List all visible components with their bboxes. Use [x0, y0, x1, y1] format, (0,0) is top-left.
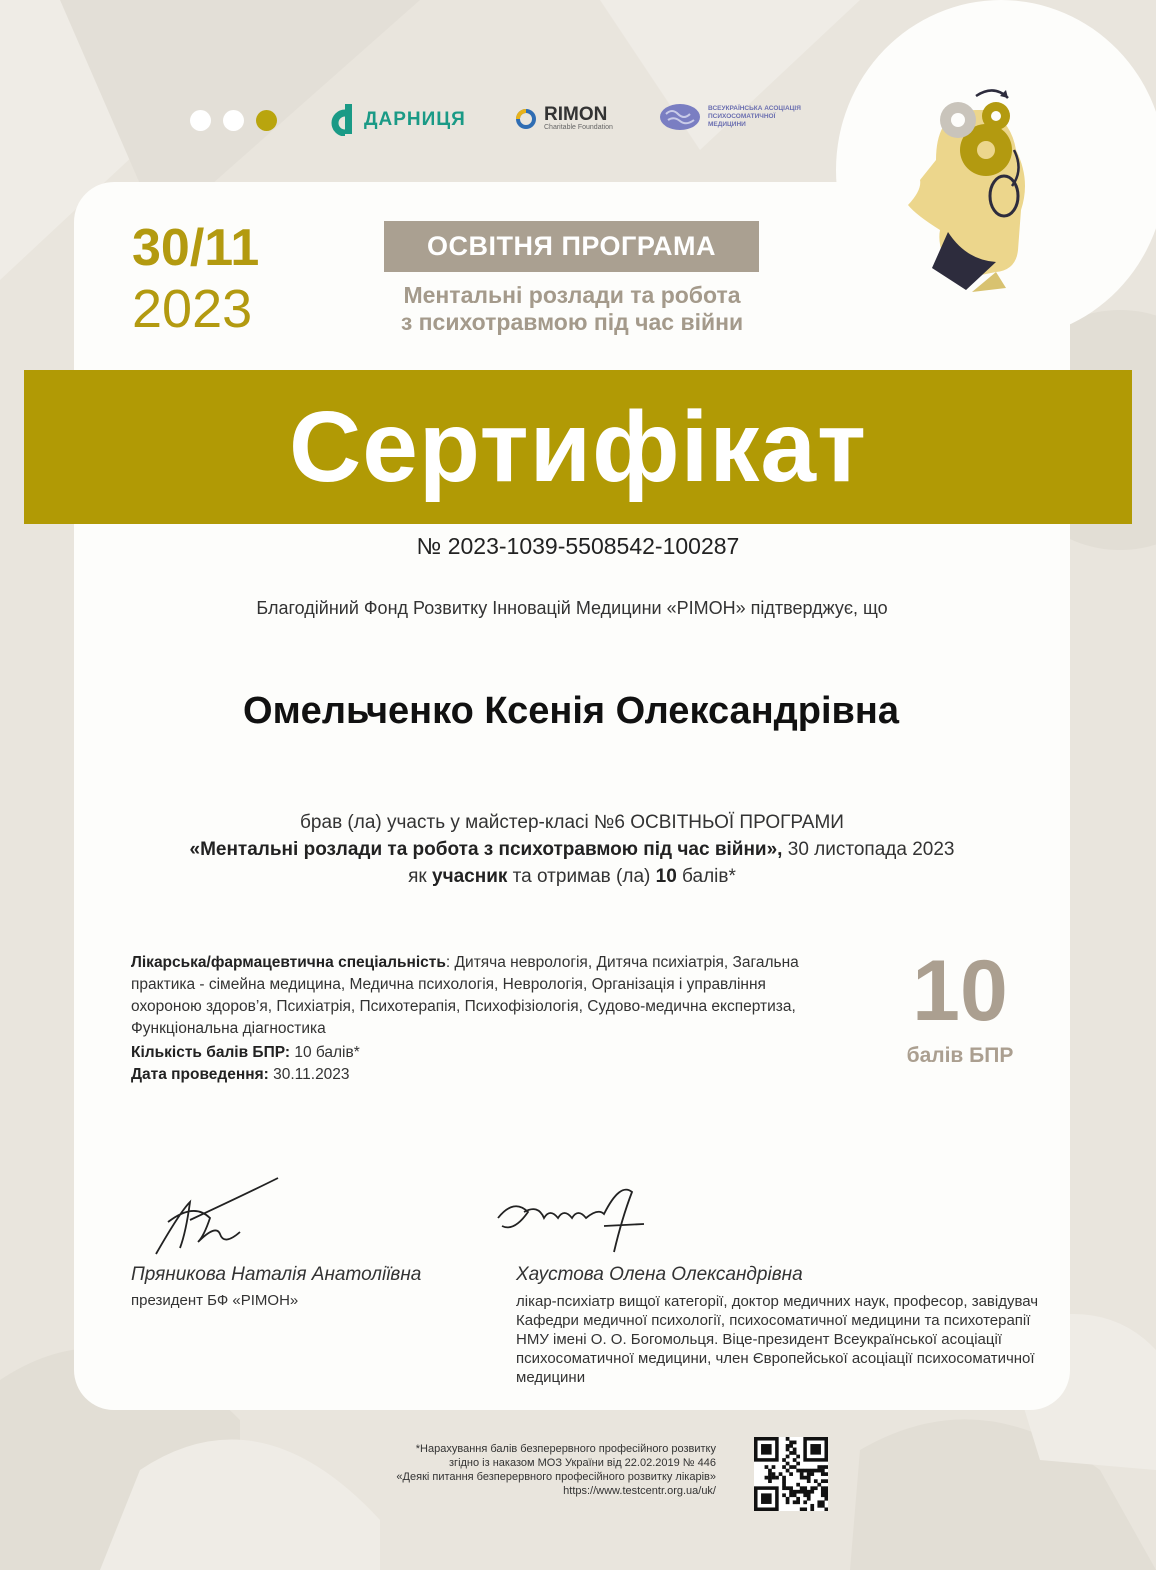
certificate-number: № 2023-1039-5508542-100287	[416, 533, 740, 559]
rimon-ring-icon	[514, 107, 538, 131]
points-label: Кількість балів БПР:	[131, 1044, 291, 1061]
program-title	[372, 282, 772, 336]
rimon-logo-sub: Charitable Foundation	[544, 124, 613, 131]
participation-text	[0, 809, 1144, 890]
program-label-box	[384, 221, 759, 272]
brain-icon	[658, 102, 702, 132]
signatory-1-name: Пряникова Наталія Анатоліївна	[131, 1264, 422, 1285]
participation-points: 10	[655, 866, 677, 887]
footnote-link[interactable]: https://www.testcentr.org.ua/uk/	[563, 1485, 716, 1497]
qr-code-icon	[754, 1437, 828, 1511]
signatory-1-role: президент БФ «РІМОН»	[131, 1292, 299, 1309]
footnote-line-3: «Деякі питання безперервного професійного розвитку лікарів»	[396, 1471, 716, 1483]
program-label: ОСВІТНЯ ПРОГРАМА	[427, 231, 716, 261]
score-label: балів БПР	[906, 1044, 1014, 1067]
certificate-details	[131, 952, 831, 1086]
participation-points-unit: балів*	[676, 866, 736, 887]
head-illustration-circle	[836, 0, 1156, 340]
date-row	[131, 1064, 831, 1086]
specialty-row	[131, 952, 831, 1040]
program-title-line-1: Ментальні розлади та робота	[403, 282, 741, 308]
darnytsia-logo	[328, 104, 466, 136]
specialty-label: Лікарська/фармацевтична спеціальність	[131, 954, 446, 971]
rimon-logo-name: RIMON	[544, 104, 608, 125]
program-title-line-2: з психотравмою під час війни	[400, 309, 744, 335]
dot-1	[190, 110, 211, 131]
participation-as: як	[408, 866, 432, 887]
points-value: 10 балів*	[290, 1044, 360, 1061]
rimon-logo	[514, 106, 613, 131]
footnote	[300, 1442, 716, 1498]
footnote-line-2: згідно із наказом МОЗ України від 22.02.2019 № 446	[449, 1457, 716, 1469]
darnytsia-d-icon	[328, 104, 356, 136]
participation-role: учасник	[432, 866, 508, 887]
event-day-month: 30/11	[132, 219, 260, 277]
score-value: 10	[912, 943, 1008, 1039]
certificate-title: Сертифікат	[289, 390, 867, 503]
participation-line-3	[0, 863, 1144, 890]
participation-date: 30 листопада 2023	[782, 839, 955, 860]
signatory-2-name: Хаустова Олена Олександрівна	[516, 1264, 803, 1285]
dot-2	[223, 110, 244, 131]
recipient-name: Омельченко Ксенія Олександрівна	[243, 690, 899, 732]
participation-line-2	[0, 836, 1144, 863]
dot-3	[256, 110, 277, 131]
darnytsia-logo-text: ДАРНИЦЯ	[364, 109, 466, 130]
association-logo-text: ВСЕУКРАЇНСЬКА АСОЦІАЦІЯ ПСИХОСОМАТИЧНОЇ МЕДИЦИНИ	[708, 105, 801, 128]
specialty-value: : Дитяча неврологія, Дитяча психіатрія, Загальна практика - сімейна медицина, Медична психологія, Неврологія, Організація і управління охороною здоров’я, Психіатрія, Психотерапія, Психофізіологія, Судово-медична експертиза, Функціональна діагностика	[131, 954, 799, 1037]
event-year: 2023	[132, 279, 253, 339]
points-row	[131, 1042, 831, 1064]
date-value: 30.11.2023	[268, 1066, 350, 1083]
association-logo	[658, 102, 808, 132]
signature-2-image	[494, 1178, 654, 1268]
signatory-2-role: лікар-психіатр вищої категорії, доктор медичних наук, професор, завідувач Кафедри медичної психології, психосоматичної медицини та психотерапії НМУ імені О. О. Богомольця. Віце-президент Всеукраїнської асоціації психосоматичної медицини, член Європейської асоціації психосоматичної медицини	[516, 1293, 1039, 1386]
signature-1-image	[150, 1172, 290, 1262]
program-name-bold: «Ментальні розлади та робота з психотравмою під час війни»,	[189, 839, 783, 860]
date-label: Дата проведення:	[131, 1066, 269, 1083]
participation-received: та отримав (ла)	[507, 866, 656, 887]
head-gears-icon	[836, 0, 1156, 340]
qr-code[interactable]	[754, 1437, 828, 1511]
certificate-banner	[24, 370, 1132, 524]
footnote-line-1: *Нарахування балів безперервного професійного розвитку	[415, 1443, 716, 1455]
certificate-intro: Благодійний Фонд Розвитку Інновацій Медицини «РІМОН» підтверджує, що	[256, 598, 888, 618]
participation-line-1: брав (ла) участь у майстер-класі №6 ОСВІТНЬОЇ ПРОГРАМИ	[300, 812, 844, 833]
header-dots	[190, 110, 277, 131]
